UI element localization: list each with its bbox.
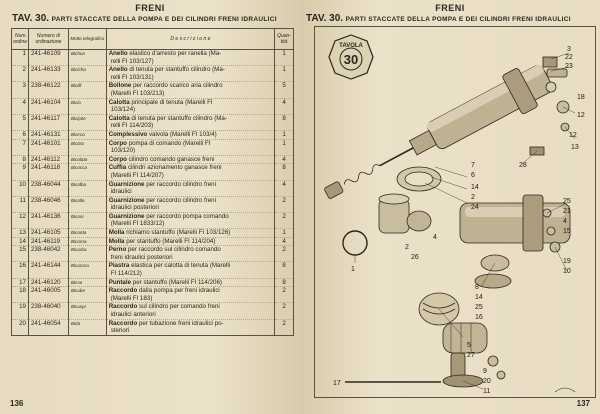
row-num: 20 bbox=[12, 319, 29, 335]
row-part-continuation: freni idraulici posteriori bbox=[110, 253, 173, 261]
row-num: 15 bbox=[12, 246, 29, 262]
table-row bbox=[12, 98, 294, 114]
pump-assembly bbox=[316, 57, 569, 213]
row-code: 241-46054 bbox=[28, 319, 68, 335]
row-ref: Bicorna bbox=[68, 237, 106, 246]
row-description bbox=[106, 139, 274, 155]
row-description bbox=[106, 82, 274, 98]
row-ref: Biconta bbox=[68, 229, 106, 238]
row-ref: Bicube bbox=[68, 287, 106, 303]
row-ref: Bicocca bbox=[68, 164, 106, 180]
row-qty: 2 bbox=[275, 303, 294, 319]
row-ref: Bicse bbox=[68, 278, 106, 287]
table-row bbox=[12, 237, 294, 246]
row-description bbox=[106, 262, 274, 278]
row-code: 241-46133 bbox=[28, 66, 68, 82]
callout-4b: 4 bbox=[563, 218, 567, 225]
table-row bbox=[12, 246, 294, 262]
cylinder-parts-lower bbox=[345, 293, 575, 392]
callout-25b: 25 bbox=[475, 304, 483, 311]
row-description bbox=[106, 319, 274, 335]
row-part-continuation: 103/124) bbox=[110, 106, 136, 114]
cylinder-parts-middle bbox=[343, 167, 570, 288]
table-row bbox=[12, 262, 294, 278]
row-part-name: Guarnizione bbox=[108, 180, 145, 188]
row-num: 10 bbox=[12, 180, 29, 196]
row-part-continuation: (Marelli FI 1833/12) bbox=[110, 220, 165, 228]
row-part-name: Corpo bbox=[108, 155, 127, 163]
table-row bbox=[12, 212, 294, 228]
row-ref: Bicolata bbox=[68, 155, 106, 164]
callout-26: 26 bbox=[411, 254, 419, 261]
row-qty: 2 bbox=[275, 319, 294, 335]
row-part-text: di tenuta per stantuffo cilindro (Ma- bbox=[131, 114, 227, 122]
row-part-name: Complessivo bbox=[108, 130, 148, 138]
callout-14b: 14 bbox=[475, 294, 483, 301]
row-part-name: Perno bbox=[108, 246, 127, 254]
row-part-name: Bollone bbox=[108, 82, 132, 90]
row-part-text: per tubazione freni idraulici po- bbox=[138, 319, 224, 327]
row-num: 12 bbox=[12, 212, 29, 228]
row-part-name: Guarnizione bbox=[108, 212, 145, 220]
header-qty: Quan-tità bbox=[275, 29, 294, 50]
row-qty: 1 bbox=[275, 130, 294, 139]
row-qty: 8 bbox=[275, 114, 294, 130]
row-code: 238-46046 bbox=[28, 196, 68, 212]
row-description bbox=[106, 164, 274, 180]
row-part-text: sul cilindro per comando freni bbox=[138, 303, 220, 311]
callout-24: 24 bbox=[471, 204, 479, 211]
row-part-name: Raccordo bbox=[108, 303, 138, 311]
row-part-text: per raccordo sul cilindro comando bbox=[127, 246, 221, 254]
callout-9: 9 bbox=[483, 368, 487, 375]
callout-18: 18 bbox=[577, 94, 585, 101]
tavola-badge bbox=[329, 35, 373, 79]
row-part-text: richiamo stantuffo (Marelli FI 103/126) bbox=[126, 229, 231, 237]
row-part-name: Raccordo bbox=[108, 319, 138, 327]
row-part-name: Molla bbox=[108, 229, 125, 237]
row-description bbox=[106, 98, 274, 114]
row-part-text: di tenuta per stantuffo cilindro (Ma- bbox=[129, 66, 225, 74]
tav-title-left: PARTI STACCATE DELLA POMPA E DEI CILINDRI FRENI IDRAULICI bbox=[51, 16, 277, 23]
row-description bbox=[106, 278, 274, 287]
row-qty: 4 bbox=[275, 155, 294, 164]
callout-1: 1 bbox=[351, 266, 355, 273]
row-num: 11 bbox=[12, 196, 29, 212]
row-qty: 1 bbox=[275, 50, 294, 66]
row-qty: 8 bbox=[275, 278, 294, 287]
callout-6: 6 bbox=[471, 172, 475, 179]
row-description bbox=[106, 229, 274, 238]
table-row bbox=[12, 287, 294, 303]
row-qty: 1 bbox=[275, 66, 294, 82]
row-part-continuation: 103/120) bbox=[110, 147, 136, 155]
row-ref: Bicio bbox=[68, 98, 106, 114]
row-code: 241-46104 bbox=[28, 98, 68, 114]
row-num: 13 bbox=[12, 229, 29, 238]
row-part-text: per raccordo pompa comando bbox=[146, 212, 229, 220]
header-ref: Motto telegrafico bbox=[68, 29, 106, 50]
table-row bbox=[12, 82, 294, 98]
table-row bbox=[12, 196, 294, 212]
callout-25: 25 bbox=[563, 198, 571, 205]
table-row bbox=[12, 180, 294, 196]
row-part-name: Molla bbox=[108, 237, 125, 245]
row-qty: 8 bbox=[275, 262, 294, 278]
callout-3: 3 bbox=[567, 46, 571, 53]
row-part-name: Corpo bbox=[108, 139, 127, 147]
row-qty: 4 bbox=[275, 237, 294, 246]
callout-21: 21 bbox=[563, 208, 571, 215]
row-part-text: per raccordo scarico aria cilindro bbox=[133, 82, 223, 90]
row-part-name: Anello bbox=[108, 50, 128, 57]
row-code: 241-46120 bbox=[28, 278, 68, 287]
row-part-text: per raccordo cilindro freni bbox=[146, 196, 216, 204]
row-part-continuation: steriori bbox=[110, 327, 130, 335]
row-qty: 2 bbox=[275, 287, 294, 303]
callout-2b: 2 bbox=[405, 244, 409, 251]
tav-label-left: TAV. 30. bbox=[12, 13, 50, 24]
callout-12b: 12 bbox=[569, 132, 577, 139]
row-part-continuation: FI 114/212) bbox=[110, 270, 142, 278]
row-num: 1 bbox=[12, 50, 29, 66]
row-ref: Biconi bbox=[68, 212, 106, 228]
row-qty: 2 bbox=[275, 196, 294, 212]
row-part-text: per stantuffo (Marelli FI 114/204) bbox=[126, 237, 216, 245]
row-part-name: Piastra bbox=[108, 262, 130, 270]
row-ref: Bicilli bbox=[68, 82, 106, 98]
callout-5: 5 bbox=[467, 342, 471, 349]
row-qty: 8 bbox=[275, 164, 294, 180]
exploded-view-drawing bbox=[314, 26, 596, 398]
row-description bbox=[106, 130, 274, 139]
callout-16: 16 bbox=[475, 314, 483, 321]
header-desc: D e s c r i z i o n e bbox=[106, 29, 274, 50]
right-page bbox=[300, 0, 600, 414]
callout-27: 27 bbox=[467, 352, 475, 359]
callout-13: 13 bbox=[571, 144, 579, 151]
row-ref: Bicolba bbox=[68, 180, 106, 196]
row-ref: Bicuspi bbox=[68, 303, 106, 319]
table-title-right bbox=[306, 13, 571, 24]
row-num: 6 bbox=[12, 130, 29, 139]
tav-label-right: TAV. 30. bbox=[306, 13, 344, 24]
tav-title-right: PARTI STACCATE DELLA POMPA E DEI CILINDRI FRENI IDRAULICI bbox=[345, 16, 571, 23]
page-number-right: 137 bbox=[576, 399, 590, 408]
callout-7: 7 bbox=[471, 162, 475, 169]
row-part-text: cilindri azionamento ganasce freni bbox=[127, 164, 222, 172]
row-qty: 2 bbox=[275, 212, 294, 228]
row-num: 16 bbox=[12, 262, 29, 278]
row-part-continuation: relli FI 103/131) bbox=[110, 73, 154, 81]
running-head-right: FRENI bbox=[435, 3, 465, 13]
callout-12: 12 bbox=[577, 112, 585, 119]
callout-2: 2 bbox=[471, 194, 475, 201]
row-code: 241-46118 bbox=[28, 164, 68, 180]
row-ref: Bicorba bbox=[68, 246, 106, 262]
row-description bbox=[106, 212, 274, 228]
row-num: 4 bbox=[12, 98, 29, 114]
row-part-continuation: idraulici anteriori bbox=[110, 311, 156, 318]
row-description bbox=[106, 303, 274, 319]
row-part-name: Guarnizione bbox=[108, 196, 145, 204]
row-code: 241-46005 bbox=[28, 287, 68, 303]
row-description bbox=[106, 66, 274, 82]
parts-table bbox=[11, 28, 294, 336]
badge-word: TAVOLA bbox=[339, 43, 363, 49]
row-part-continuation: relli FI 114/203) bbox=[110, 122, 154, 130]
row-part-text: principale di tenuta (Marelli FI bbox=[131, 98, 213, 106]
callout-8: 8 bbox=[475, 284, 479, 291]
row-code: 241-46105 bbox=[28, 229, 68, 238]
callout-17: 17 bbox=[333, 380, 341, 387]
row-description bbox=[106, 50, 274, 66]
row-part-text: elastica per calotta di tenuta (Marelli bbox=[131, 262, 231, 270]
row-code: 241-46136 bbox=[28, 212, 68, 228]
callout-11: 11 bbox=[483, 388, 491, 395]
exploded-view-svg bbox=[315, 27, 595, 397]
row-part-name: Raccordo bbox=[108, 287, 138, 295]
row-code: 241-46101 bbox=[28, 139, 68, 155]
row-num: 19 bbox=[12, 303, 29, 319]
row-ref: Bicolla bbox=[68, 196, 106, 212]
row-code: 241-46144 bbox=[28, 262, 68, 278]
callout-28: 28 bbox=[519, 162, 527, 169]
table-title-left bbox=[12, 13, 277, 24]
header-code: Numero di ordinazione bbox=[28, 29, 68, 50]
row-part-name: Calotta bbox=[108, 98, 130, 106]
callout-4: 4 bbox=[433, 234, 437, 241]
running-head-left: FRENI bbox=[135, 3, 165, 13]
table-row bbox=[12, 114, 294, 130]
table-row bbox=[12, 130, 294, 139]
callout-14: 14 bbox=[471, 184, 479, 191]
badge-number: 30 bbox=[343, 52, 359, 67]
callout-23: 23 bbox=[565, 63, 573, 70]
row-description bbox=[106, 155, 274, 164]
row-code: 241-46109 bbox=[28, 50, 68, 66]
row-part-name: Calotta bbox=[108, 114, 130, 122]
row-part-text: pompa di comando (Marelli FI bbox=[128, 139, 211, 147]
row-code: 241-46131 bbox=[28, 130, 68, 139]
row-num: 3 bbox=[12, 82, 29, 98]
row-part-text: elastico d'arresto per ranella (Ma- bbox=[129, 50, 222, 57]
row-qty: 1 bbox=[275, 139, 294, 155]
page-number-left: 136 bbox=[10, 399, 24, 408]
row-code: 241-46112 bbox=[28, 155, 68, 164]
row-ref: Bida bbox=[68, 319, 106, 335]
row-num: 14 bbox=[12, 237, 29, 246]
row-ref: Bicitra bbox=[68, 139, 106, 155]
row-qty: 5 bbox=[275, 82, 294, 98]
table-row bbox=[12, 278, 294, 287]
callout-22: 22 bbox=[565, 54, 573, 61]
row-part-name: Anello bbox=[108, 66, 128, 74]
row-num: 9 bbox=[12, 164, 29, 180]
row-part-text: valvola (Marelli FI 103/4) bbox=[148, 130, 217, 138]
row-code: 238-46122 bbox=[28, 82, 68, 98]
row-part-continuation: idraulici bbox=[110, 188, 132, 196]
row-num: 5 bbox=[12, 114, 29, 130]
row-part-continuation: idraulici posteriori bbox=[110, 204, 159, 212]
row-qty: 4 bbox=[275, 180, 294, 196]
row-qty: 4 bbox=[275, 98, 294, 114]
row-code: 238-46040 bbox=[28, 303, 68, 319]
table-row bbox=[12, 164, 294, 180]
row-ref: Bicirca bbox=[68, 130, 106, 139]
table-row bbox=[12, 319, 294, 335]
row-part-text: cilindro comando ganasce freni bbox=[128, 155, 215, 163]
row-part-continuation: (Marelli FI 114/207) bbox=[110, 171, 164, 179]
row-code: 241-46117 bbox=[28, 114, 68, 130]
table-row bbox=[12, 66, 294, 82]
row-code: 238-46044 bbox=[28, 180, 68, 196]
row-code: 238-46042 bbox=[28, 246, 68, 262]
row-ref: Bicipite bbox=[68, 114, 106, 130]
row-ref: Bicorosa bbox=[68, 262, 106, 278]
row-num: 2 bbox=[12, 66, 29, 82]
row-num: 7 bbox=[12, 139, 29, 155]
row-part-continuation: relli FI 103/127) bbox=[110, 57, 154, 65]
parts-table-body bbox=[12, 50, 294, 336]
row-num: 18 bbox=[12, 287, 29, 303]
row-qty: 1 bbox=[275, 229, 294, 238]
callout-15: 15 bbox=[563, 228, 571, 235]
row-part-name: Cuffia bbox=[108, 164, 127, 172]
row-part-text: per raccordo cilindro freni bbox=[146, 180, 216, 188]
row-part-text: dalla pompa per freni idraulici bbox=[138, 287, 220, 295]
callout-19: 19 bbox=[563, 258, 571, 265]
row-description bbox=[106, 237, 274, 246]
callout-10: 10 bbox=[563, 268, 571, 275]
row-part-text: per stantuffo (Marelli FI 114/206) bbox=[132, 278, 222, 286]
table-row bbox=[12, 303, 294, 319]
row-code: 241-46119 bbox=[28, 237, 68, 246]
callout-20: 20 bbox=[483, 378, 491, 385]
row-description bbox=[106, 287, 274, 303]
row-ref: Bichon bbox=[68, 50, 106, 66]
row-part-continuation: (Marelli FI 183) bbox=[110, 294, 153, 302]
row-part-continuation: (Marelli FI 103/213) bbox=[110, 89, 165, 97]
table-header-row bbox=[12, 29, 294, 50]
row-num: 17 bbox=[12, 278, 29, 287]
header-num: Num. ordine bbox=[12, 29, 29, 50]
row-description bbox=[106, 180, 274, 196]
table-row bbox=[12, 50, 294, 66]
table-row bbox=[12, 229, 294, 238]
row-ref: Bicicha bbox=[68, 66, 106, 82]
table-row bbox=[12, 139, 294, 155]
row-description bbox=[106, 114, 274, 130]
row-description bbox=[106, 246, 274, 262]
row-part-name: Puntale bbox=[108, 278, 132, 286]
row-qty: 2 bbox=[275, 246, 294, 262]
row-description bbox=[106, 196, 274, 212]
row-num: 8 bbox=[12, 155, 29, 164]
table-row bbox=[12, 155, 294, 164]
